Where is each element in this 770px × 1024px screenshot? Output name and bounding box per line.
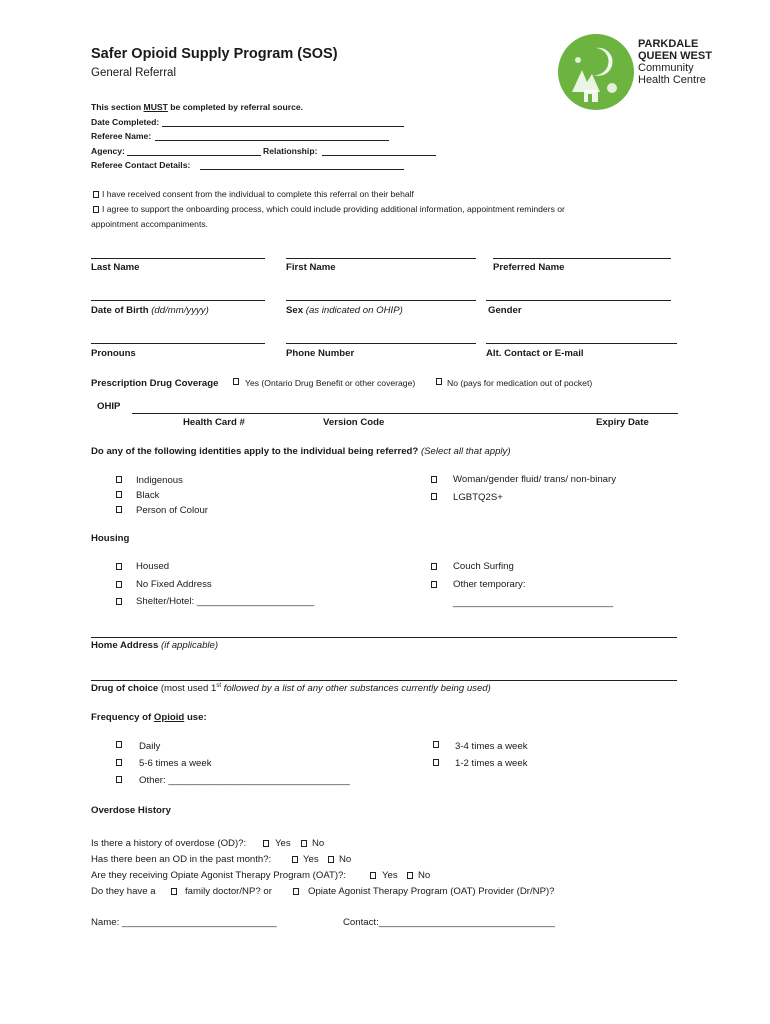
pronouns-field[interactable] (91, 343, 265, 344)
home-address-hint: (if applicable) (161, 640, 219, 651)
phone-field[interactable] (286, 343, 476, 344)
family-doctor-label: family doctor/NP? or (185, 886, 272, 897)
oat-yes-label: Yes (382, 870, 398, 881)
frequency-label-other: Other: __________________________________ (139, 775, 350, 786)
page-title: Safer Opioid Supply Program (SOS) (91, 46, 338, 62)
housing-checkbox-housed[interactable] (116, 563, 122, 570)
referee-contact-field[interactable] (200, 169, 404, 170)
consent-checkbox[interactable] (93, 191, 99, 198)
first-name-field[interactable] (286, 258, 476, 259)
od-history-no-label: No (312, 838, 325, 849)
frequency-checkbox-3-4[interactable] (433, 741, 439, 748)
agency-field[interactable] (127, 155, 261, 156)
od-month-no-label: No (339, 854, 352, 865)
oat-provider-label: Opiate Agonist Therapy Program (OAT) Provider (Dr/NP)? (308, 886, 555, 897)
consent-text: I have received consent from the individual to complete this referral on their behalf (102, 189, 414, 199)
provider-question: Do they have a (91, 886, 156, 897)
preferred-name-label: Preferred Name (493, 262, 565, 273)
frequency-label-3-4: 3-4 times a week (455, 741, 528, 752)
drug-choice-field[interactable] (91, 680, 677, 681)
date-completed-field[interactable] (162, 126, 404, 127)
housing-label: Housing (91, 533, 130, 544)
dob-label: Date of Birth (dd/mm/yyyy) (91, 305, 209, 316)
frequency-checkbox-other[interactable] (116, 776, 122, 783)
expiry-label: Expiry Date (596, 417, 649, 428)
oat-provider-checkbox[interactable] (293, 888, 299, 895)
od-question-past-month: Has there been an OD in the past month?: (91, 854, 272, 865)
first-name-label: First Name (286, 262, 336, 273)
identities-hint: (Select all that apply) (420, 446, 511, 457)
oat-no-checkbox[interactable] (407, 872, 413, 879)
onboarding-text-cont: appointment accompaniments. (91, 219, 209, 229)
sex-hint: (as indicated on OHIP) (305, 305, 403, 316)
housing-checkbox-couch[interactable] (431, 563, 437, 570)
od-question-history: Is there a history of overdose (OD)?: (91, 838, 247, 849)
housing-label-couch: Couch Surfing (453, 561, 514, 572)
onboarding-checkbox[interactable] (93, 206, 99, 213)
home-address-label: Home Address (if applicable) (91, 640, 219, 651)
oat-no-label: No (418, 870, 431, 881)
family-doctor-checkbox[interactable] (171, 888, 177, 895)
housing-label-housed: Housed (136, 561, 170, 572)
opioid-emphasis: Opioid (153, 712, 185, 723)
phone-label: Phone Number (286, 348, 355, 359)
relationship-label: Relationship: (263, 146, 318, 156)
pronouns-label: Pronouns (91, 348, 136, 359)
drug-choice-hint: followed by a list of any other substances currently being used) (220, 683, 491, 695)
od-history-no-checkbox[interactable] (301, 840, 307, 847)
oat-yes-checkbox[interactable] (370, 872, 376, 879)
coverage-no-checkbox[interactable] (436, 378, 442, 385)
logo-line-3: Community (638, 62, 694, 74)
gender-field[interactable] (486, 300, 671, 301)
last-name-field[interactable] (91, 258, 265, 259)
referee-name-label: Referee Name: (91, 131, 152, 141)
frequency-checkbox-1-2[interactable] (433, 759, 439, 766)
housing-checkbox-nfa[interactable] (116, 581, 122, 588)
identity-label-poc: Person of Colour (136, 505, 208, 516)
od-month-yes-label: Yes (303, 854, 319, 865)
coverage-yes-checkbox[interactable] (233, 378, 239, 385)
preferred-name-field[interactable] (493, 258, 671, 259)
identity-checkbox-lgbtq[interactable] (431, 493, 437, 500)
referral-source-note: This section MUST be completed by referral source. (91, 102, 304, 112)
last-name-label: Last Name (91, 262, 140, 273)
logo-emblem-icon (556, 30, 636, 114)
frequency-checkbox-5-6[interactable] (116, 759, 122, 766)
od-history-yes-label: Yes (275, 838, 291, 849)
agency-label: Agency: (91, 146, 125, 156)
version-code-label: Version Code (323, 417, 385, 428)
housing-label-other: Other temporary: (453, 579, 526, 590)
oat-question: Are they receiving Opiate Agonist Therapy Program (OAT)?: (91, 870, 347, 881)
housing-checkbox-shelter[interactable] (116, 598, 122, 605)
identity-label-black: Black (136, 490, 160, 501)
frequency-checkbox-daily[interactable] (116, 741, 122, 748)
coverage-label: Prescription Drug Coverage (91, 378, 219, 389)
frequency-label: Frequency of Opioid use: (91, 712, 207, 723)
referrer-contact-field[interactable]: Contact:_________________________________ (343, 917, 555, 928)
od-month-no-checkbox[interactable] (328, 856, 334, 863)
identity-checkbox-poc[interactable] (116, 506, 122, 513)
identity-checkbox-black[interactable] (116, 491, 122, 498)
coverage-no-label: No (pays for medication out of pocket) (447, 378, 593, 388)
date-completed-label: Date Completed: (91, 117, 160, 127)
relationship-field[interactable] (322, 155, 436, 156)
sex-field[interactable] (286, 300, 476, 301)
dob-field[interactable] (91, 300, 265, 301)
onboarding-text: I agree to support the onboarding process, which could include providing additional information, appointment reminders or (102, 204, 565, 214)
referrer-name-field[interactable]: Name: _____________________________ (91, 917, 277, 928)
housing-label-shelter: Shelter/Hotel: ______________________ (136, 596, 315, 607)
overdose-history-label: Overdose History (91, 805, 171, 816)
alt-contact-label: Alt. Contact or E-mail (486, 348, 584, 359)
logo-line-2: QUEEN WEST (638, 50, 712, 62)
gender-label: Gender (488, 305, 522, 316)
logo-wordmark (638, 38, 712, 86)
od-history-yes-checkbox[interactable] (263, 840, 269, 847)
identities-question: Do any of the following identities apply to the individual being referred? (Select all that apply) (91, 446, 511, 457)
drug-choice-label: Drug of choice (most used 1st followed by a list of any other substances currently being used) (91, 683, 491, 695)
frequency-label-1-2: 1-2 times a week (455, 758, 528, 769)
housing-checkbox-other[interactable] (431, 581, 437, 588)
referee-name-field[interactable] (155, 140, 389, 141)
identity-label-lgbtq: LGBTQ2S+ (453, 492, 503, 503)
page-subtitle: General Referral (91, 67, 177, 79)
identity-label-indigenous: Indigenous (136, 475, 183, 486)
coverage-yes-label: Yes (Ontario Drug Benefit or other coverage) (245, 378, 416, 388)
housing-label-nfa: No Fixed Address (136, 579, 212, 590)
dob-hint: (dd/mm/yyyy) (151, 305, 209, 316)
health-card-label: Health Card # (183, 417, 245, 428)
logo-line-4: Health Centre (638, 74, 706, 86)
identity-checkbox-gender[interactable] (431, 476, 437, 483)
sex-label: Sex (as indicated on OHIP) (286, 305, 403, 316)
logo-line-1: PARKDALE (638, 38, 699, 50)
identity-checkbox-indigenous[interactable] (116, 476, 122, 483)
ohip-label: OHIP (97, 401, 121, 412)
alt-contact-field[interactable] (486, 343, 677, 344)
frequency-label-5-6: 5-6 times a week (139, 758, 212, 769)
home-address-field[interactable] (91, 637, 677, 638)
od-month-yes-checkbox[interactable] (292, 856, 298, 863)
housing-other-field[interactable]: ______________________________ (453, 597, 614, 608)
must-emphasis: MUST (143, 102, 168, 112)
referee-contact-label: Referee Contact Details: (91, 160, 191, 170)
frequency-label-daily: Daily (139, 741, 161, 752)
identity-label-gender: Woman/gender fluid/ trans/ non-binary (453, 474, 617, 485)
ohip-field[interactable] (132, 413, 678, 414)
